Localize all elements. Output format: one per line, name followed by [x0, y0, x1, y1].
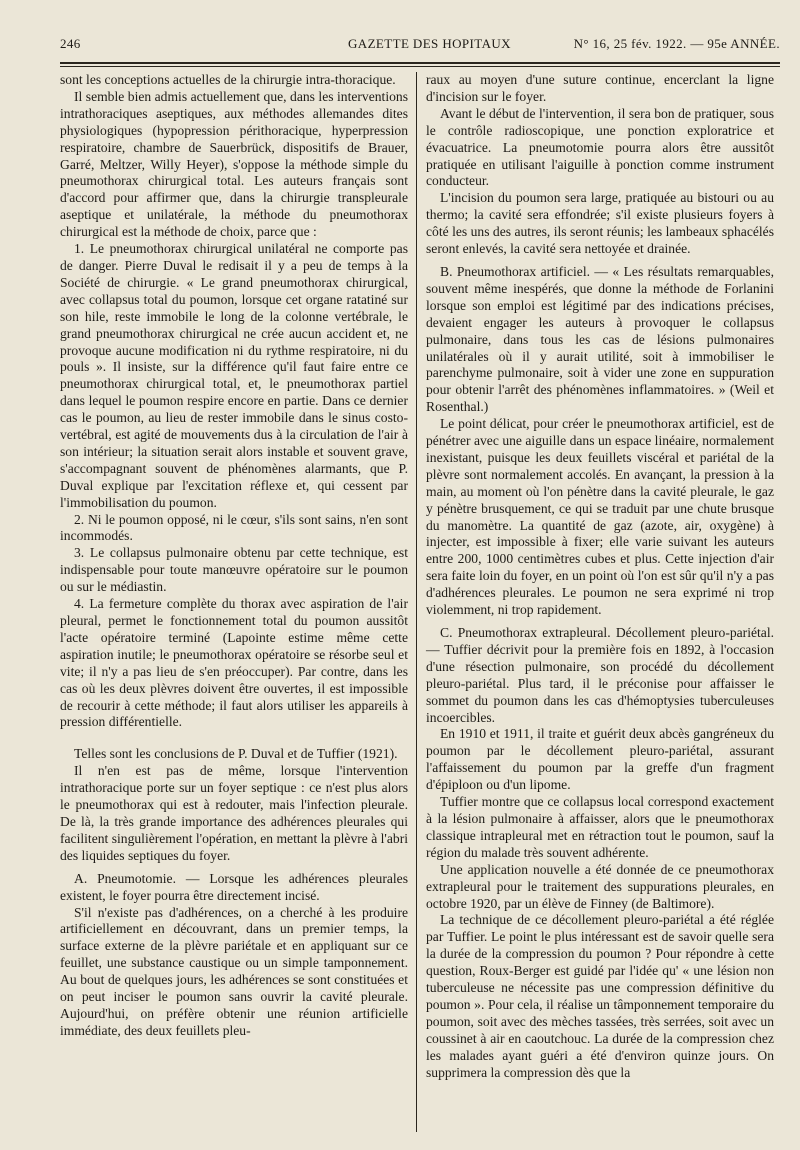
page-header [60, 36, 780, 58]
paragraph: Il semble bien admis actuellement que, dans les interventions intrathoraciques aseptiques, aux méthodes allemandes dites physiologiques (hypopression périthoracique, hyperpression respiratoire, chambre de Sauerbrück, dispositifs de Brauer, Garré, Meltzer, Willy Heyer), s'oppose la méthode simple du pneumothorax chirurgical total. Les auteurs français sont d'accord pour affirmer que, dans la chirurgie transpleurale aseptique et unilatérale, la méthode du pneumothorax chirurgical est la méthode de choix, parce que : [60, 88, 408, 240]
journal-title: GAZETTE DES HOPITAUX [348, 36, 511, 51]
header-rule [60, 62, 780, 64]
issue-info: N° 16, 25 fév. 1922. — 95e ANNÉE. [573, 36, 780, 51]
page-number: 246 [60, 36, 81, 51]
section-pneumothorax-extrapleural: C. Pneumothorax extrapleural. Décollement pleuro-pariétal. — Tuffier décrivit pour la première fois en 1892, à l'occasion d'une résection pulmonaire, son procédé du décollement pleuro-pariétal. Plus tard, il le préconise pour affaisser le sommet du poumon dans les cas d'hémoptysies tuberculeuses incoercibles. [426, 625, 774, 725]
header-rule-thin [60, 66, 780, 67]
paragraph: Telles sont les conclusions de P. Duval et de Tuffier (1921). [74, 746, 398, 762]
section-pneumotomie: A. Pneumotomie. — Lorsque les adhérences pleurales existent, le foyer pourra être directement incisé. [60, 870, 408, 903]
paragraph: raux au moyen d'une suture continue, encerclant la ligne d'incision sur le foyer. [426, 72, 774, 104]
section-pneumothorax-artificiel: B. Pneumothorax artificiel. — « Les résultats remarquables, souvent même inespérés, que donne la méthode de Forlanini lorsque son emploi est légitimé par des indications précises, devaient engager les auteurs à provoquer le collapsus pulmonaire, dans tous les cas de lésions pulmonaires unilatérales où il y aurait utilité, soit à immobiliser le parenchyme pulmonaire, soit à vider une zone en suppuration pour obtenir l'arrêt des phénomènes inflammatoires. » (Weil et Rosenthal.) [426, 263, 774, 415]
column-divider [416, 72, 417, 1132]
left-column [60, 72, 408, 1040]
paragraph: Une application nouvelle a été donnée de ce pneumothorax extrapleural pour le traitement des suppurations pleurales, en octobre 1920, par un élève de Finney (de Baltimore). [426, 861, 774, 911]
paragraph: La technique de ce décollement pleuro-pariétal a été réglée par Tuffier. Le point le plus intéressant est de savoir quelle sera la durée de la compression du poumon ? Pour répondre à cette question, Roux-Berger est guidé par l'idée qu' « une lésion non tuberculeuse ne nécessite pas une compression définitive du poumon ». Pour cela, il réalise un tâmponnement temporaire du poumon, soit avec des mèches tassées, très serrées, soit avec un coussinet à air en caoutchouc. La durée de la compression chez les malades ayant guéri a été d'environ quinze jours. On supprimera la compression dès que la [426, 912, 774, 1080]
right-column [426, 72, 774, 1081]
paragraph: 3. Le collapsus pulmonaire obtenu par cette technique, est indispensable pour toute manœuvre opératoire sur le poumon ou sur le médiastin. [60, 545, 408, 595]
paragraph: 1. Le pneumothorax chirurgical unilatéral ne comporte pas de danger. Pierre Duval le redisait il y a peu de temps à la Société de chirurgie. « Le grand pneumothorax chirurgical, avec collapsus total du poumon, lorsque cet organe ratatiné sur son hile, reste immobile le long de la colonne vertébrale, le grand pneumothorax chirurgical ne crée aucun accident et, ne provoque aucune modification ni du rythme respiratoire, ni du pouls ». Il insiste, sur la différence qu'il faut faire entre ce pneumothorax chirurgical total, et, le pneumothorax partiel dans lequel le poumon respire encore en partie. Dans ce dernier cas le poumon, au lieu de rester immobile dans le sinus costo-vertébral, est agité de mouvements dus à la circulation de l'air à son intérieur; la situation serait alors instable et souvent grave, s'accompagnant souvent de phénomènes alarmants, que P. Duval explique par l'excitation réflexe et, qui cessent par l'immobilisation du poumon. [60, 241, 408, 510]
paragraph: Tuffier montre que ce collapsus local correspond exactement à la lésion pulmonaire à affaisser, alors que le pneumothorax classique intrapleural met en rétraction tout le poumon, sauf la région du malade très souvent adhérente. [426, 794, 774, 860]
paragraph: En 1910 et 1911, il traite et guérit deux abcès gangréneux du poumon par le décollement pleuro-pariétal, assurant l'affaissement du poumon par la greffe d'un fragment d'épiploon ou d'un lipome. [426, 726, 774, 793]
paragraph: Il n'en est pas de même, lorsque l'intervention intrathoracique porte sur un foyer septique : ce n'est plus alors le pneumothorax qui est à redouter, mais l'infection pleurale. De là, la très grande importance des adhérences pleurales qui facilitent singulièrement l'opération, en mettant la plèvre à l'abri des liquides septiques du foyer. [60, 763, 409, 863]
paragraph: S'il n'existe pas d'adhérences, on a cherché à les produire artificiellement en découvrant, dans un premier temps, la surface externe de la plèvre pariétale et en appliquant sur ce feuillet, une substance caustique ou un simple tamponnement. Au bout de quelques jours, les adhérences se sont constituées et on peut inciser le poumon sans ouvrir la cavité pleurale. Aujourd'hui, on préfère obtenir une réunion artificielle immédiate, des deux feuillets pleu- [60, 904, 408, 1038]
paragraph: Avant le début de l'intervention, il sera bon de pratiquer, sous le contrôle radioscopique, une ponction exploratrice et évacuatrice. La pneumotomie pourra alors être aussitôt pratiquée en utilisant l'aiguille à ponction comme instrument conducteur. [426, 105, 774, 189]
paragraph: sont les conceptions actuelles de la chirurgie intra-thoracique. [60, 72, 396, 87]
paragraph: Le point délicat, pour créer le pneumothorax artificiel, est de pénétrer avec une aiguille dans un espace linéaire, normalement inexistant, puisque les deux feuillets viscéral et pariétal de la plèvre sont normalement accolés. En avançant, la pression à la main, au moment où l'on pénètre dans la cavité pleurale, le gaz y pénètre brusquement, ce qui se traduit par une chute brusque du manomètre. La quantité de gaz (azote, air, oxygène) à injecter, est impossible à fixer; elle varie suivant les auteurs entre 200, 1000 centimètres cubes et plus. Cette injection d'air sera faite loin du foyer, en un point où l'on est sûr qu'il n'y a pas d'adhérences pleurales. Le poumon ne sera exprimé ni trop violemment, ni trop rapidement. [426, 416, 774, 618]
paragraph: L'incision du poumon sera large, pratiquée au bistouri ou au thermo; la cavité sera effondrée; s'il existe plusieurs foyers à côté les uns des autres, ils seront réunis; les lambeaux sphacélés seront enlevés, la cavité sera nettoyée et drainée. [426, 190, 774, 257]
paragraph: 2. Ni le poumon opposé, ni le cœur, s'ils sont sains, n'en sont incommodés. [60, 511, 408, 544]
paragraph: 4. La fermeture complète du thorax avec aspiration de l'air pleural, permet le fonctionnement total du poumon aussitôt l'acte opératoire terminé (Lapointe estime même cette aspiration inutile; le pneumothorax opératoire se résorbe seul et vite; il n'y a pas lieu de s'en préoccuper). Par contre, dans les cas où les deux plèvres doivent être ouvertes, il est impossible de recourir à cette méthode; il faut alors utiliser les appareils à pression différentielle. [60, 596, 408, 730]
